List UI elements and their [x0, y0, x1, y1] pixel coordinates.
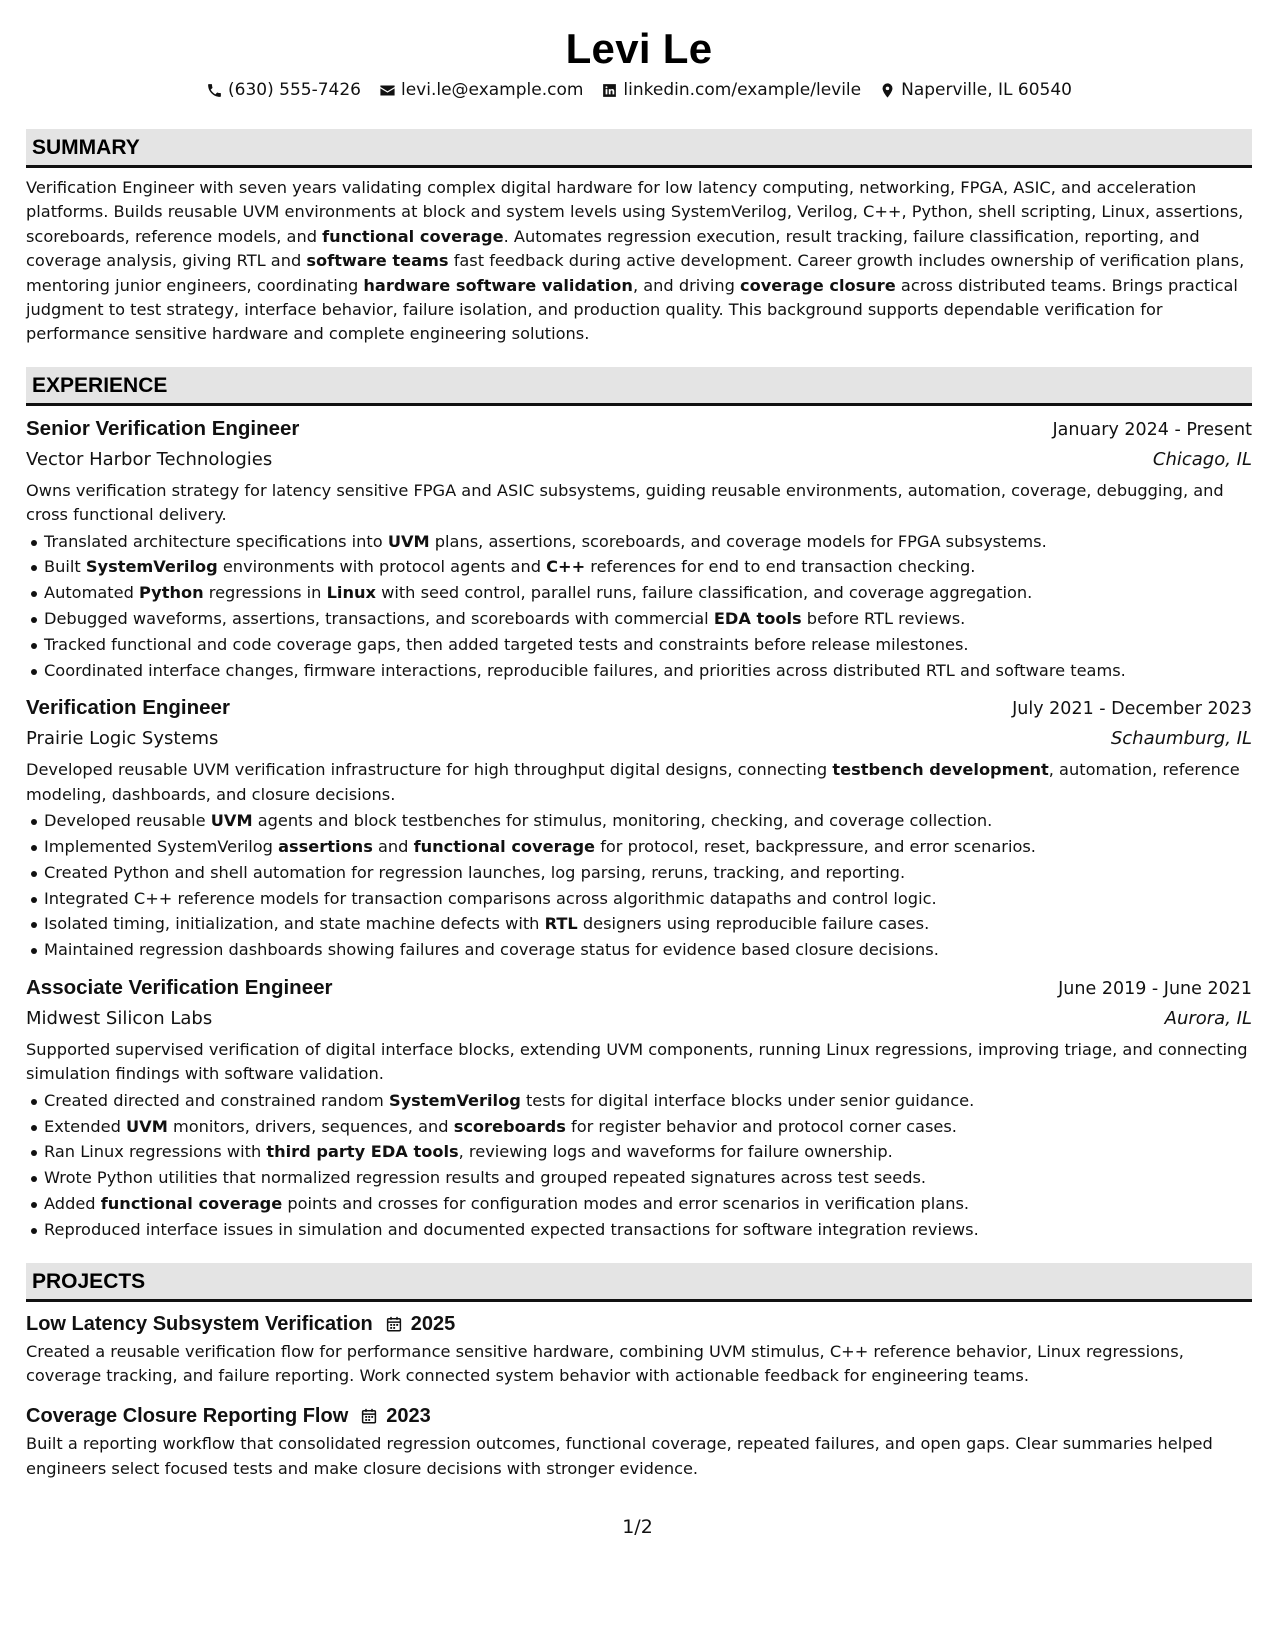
- emphasis-text: UVM: [210, 811, 253, 831]
- bullet-item: Created Python and shell automation for regression launches, log parsing, reruns, tracking, and reporting.: [26, 860, 1252, 886]
- job-company-row: [26, 724, 1252, 754]
- job-entry: [26, 693, 1252, 963]
- job-location: Aurora, IL: [1164, 1008, 1252, 1030]
- job-summary: Developed reusable UVM verification infrastructure for high throughput digital designs, connecting testbench development, automation, reference modeling, dashboards, and closure decisions.: [26, 760, 1240, 804]
- emphasis-text: UVM: [126, 1116, 168, 1136]
- company-name: Prairie Logic Systems: [26, 728, 219, 750]
- linkedin-text: linkedin.com/example/levile: [623, 80, 862, 100]
- emphasis-text: functional coverage: [413, 837, 596, 857]
- project-year: [385, 1310, 456, 1338]
- project-description: Built a reporting workflow that consolidated regression outcomes, functional coverage, repeated failures, and open gaps. Clear summaries helped engineers select focused tests and make closure decisions with stronger evidence.: [26, 1434, 1213, 1478]
- bullet-item: Coordinated interface changes, firmware interactions, reproducible failures, and priorities across distributed RTL and software teams.: [26, 658, 1252, 684]
- emphasis-text: UVM: [387, 531, 430, 551]
- job-location: Chicago, IL: [1152, 448, 1252, 470]
- bullet-item: Reproduced interface issues in simulation and documented expected transactions for software integration reviews.: [26, 1217, 1252, 1243]
- calendar-icon: [360, 1407, 378, 1425]
- company-name: Midwest Silicon Labs: [26, 1008, 213, 1030]
- calendar-icon: [385, 1315, 403, 1333]
- emphasis-text: SystemVerilog: [388, 1090, 521, 1110]
- job-entry: [26, 973, 1252, 1243]
- bullet-item: Debugged waveforms, assertions, transactions, and scoreboards with commercial EDA tools before RTL reviews.: [26, 606, 1252, 632]
- bullet-item: Wrote Python utilities that normalized regression results and grouped repeated signatures across test seeds.: [26, 1165, 1252, 1191]
- job-bullets: [26, 808, 1252, 963]
- job-summary: Owns verification strategy for latency sensitive FPGA and ASIC subsystems, guiding reusable environments, automation, coverage, debugging, and cross functional delivery.: [26, 480, 1224, 525]
- section-heading-experience: EXPERIENCE: [26, 367, 1252, 406]
- bullet-item: Automated Python regressions in Linux with seed control, parallel runs, failure classification, and coverage aggregation.: [26, 580, 1252, 606]
- job-list: [26, 414, 1252, 1243]
- bullet-item: Tracked functional and code coverage gaps, then added targeted tests and constraints before release milestones.: [26, 632, 1252, 658]
- bullet-item: Implemented SystemVerilog assertions and functional coverage for protocol, reset, backpressure, and error scenarios.: [26, 834, 1252, 860]
- bullet-item: Created directed and constrained random SystemVerilog tests for digital interface blocks under senior guidance.: [26, 1088, 1252, 1114]
- emphasis-text: assertions: [278, 837, 373, 857]
- emphasis-text: software teams: [306, 251, 449, 271]
- job-title: Verification Engineer: [26, 696, 230, 720]
- job-header-row: [26, 693, 1252, 724]
- phone-text: (630) 555-7426: [228, 80, 361, 100]
- emphasis-text: functional coverage: [322, 226, 504, 246]
- emphasis-text: scoreboards: [453, 1116, 566, 1136]
- emphasis-text: coverage closure: [740, 275, 896, 295]
- project-year: [360, 1402, 431, 1430]
- emphasis-text: RTL: [544, 914, 578, 934]
- section-heading-summary: SUMMARY: [26, 129, 1252, 168]
- project-description: Created a reusable verification flow for performance sensitive hardware, combining UVM stimulus, C++ reference behavior, Linux regressions, coverage tracking, and failure reporting. Work connected system behavior with actionable feedback for engineering teams.: [26, 1341, 1184, 1386]
- phone-icon: [206, 82, 223, 99]
- job-title: Senior Verification Engineer: [26, 416, 300, 440]
- contact-phone[interactable]: [206, 78, 361, 102]
- job-header-row: [26, 414, 1252, 445]
- contact-bar: [26, 78, 1252, 102]
- summary-section: [26, 129, 1252, 347]
- envelope-icon: [379, 82, 396, 99]
- bullet-item: Extended UVM monitors, drivers, sequences, and scoreboards for register behavior and protocol corner cases.: [26, 1114, 1252, 1140]
- bullet-item: Added functional coverage points and crosses for configuration modes and error scenarios in verification plans.: [26, 1191, 1252, 1217]
- email-text: levi.le@example.com: [400, 80, 584, 100]
- emphasis-text: testbench development: [832, 760, 1049, 780]
- job-company-row: [26, 1004, 1252, 1034]
- project-year-text: 2025: [410, 1312, 456, 1335]
- emphasis-text: Python: [139, 583, 204, 603]
- emphasis-text: third party EDA tools: [266, 1142, 459, 1162]
- section-heading-projects: PROJECTS: [26, 1263, 1252, 1302]
- bullet-item: Maintained regression dashboards showing failures and coverage status for evidence based closure decisions.: [26, 937, 1252, 963]
- experience-section: [26, 367, 1252, 1243]
- bullet-item: Isolated timing, initialization, and state machine defects with RTL designers using reproducible failure cases.: [26, 911, 1252, 937]
- job-header-row: [26, 973, 1252, 1004]
- project-header: [26, 1402, 1252, 1430]
- emphasis-text: SystemVerilog: [85, 557, 218, 577]
- project-entry: [26, 1402, 1252, 1481]
- map-pin-icon: [879, 82, 896, 99]
- company-name: Vector Harbor Technologies: [26, 448, 273, 470]
- project-title: Coverage Closure Reporting Flow: [26, 1405, 349, 1428]
- job-location: Schaumburg, IL: [1110, 728, 1252, 750]
- job-summary: Supported supervised verification of digital interface blocks, extending UVM components, running Linux regressions, improving triage, and connecting simulation findings with software validation.: [26, 1040, 1248, 1084]
- project-title: Low Latency Subsystem Verification: [26, 1312, 373, 1335]
- contact-location: [879, 78, 1072, 102]
- emphasis-text: functional coverage: [100, 1194, 283, 1214]
- project-year-text: 2023: [386, 1405, 431, 1428]
- emphasis-text: EDA tools: [713, 609, 802, 629]
- job-entry: [26, 414, 1252, 684]
- project-list: [26, 1310, 1252, 1482]
- emphasis-text: C++: [546, 557, 586, 577]
- bullet-item: Developed reusable UVM agents and block testbenches for stimulus, monitoring, checking, and coverage collection.: [26, 808, 1252, 834]
- job-company-row: [26, 445, 1252, 475]
- project-header: [26, 1310, 1252, 1338]
- resume-page: [26, 24, 1252, 1481]
- page-number: 1/2: [622, 1516, 653, 1538]
- job-dates: July 2021 - December 2023: [1012, 699, 1252, 720]
- bullet-item: Built SystemVerilog environments with protocol agents and C++ references for end to end transaction checking.: [26, 554, 1252, 580]
- emphasis-text: Linux: [326, 583, 376, 603]
- candidate-name: Levi Le: [565, 25, 713, 72]
- emphasis-text: hardware software validation: [363, 275, 633, 295]
- job-bullets: [26, 529, 1252, 684]
- job-dates: June 2019 - June 2021: [1058, 979, 1252, 1000]
- contact-email[interactable]: [379, 78, 583, 102]
- bullet-item: Integrated C++ reference models for transaction comparisons across algorithmic datapaths and control logic.: [26, 886, 1252, 912]
- job-dates: January 2024 - Present: [1052, 419, 1252, 440]
- linkedin-icon: [601, 82, 618, 99]
- bullet-item: Translated architecture specifications into UVM plans, assertions, scoreboards, and coverage models for FPGA subsystems.: [26, 529, 1252, 555]
- contact-linkedin[interactable]: [601, 78, 861, 102]
- project-entry: [26, 1310, 1252, 1389]
- job-bullets: [26, 1088, 1252, 1243]
- location-text: Naperville, IL 60540: [901, 80, 1072, 100]
- bullet-item: Ran Linux regressions with third party EDA tools, reviewing logs and waveforms for failure ownership.: [26, 1139, 1252, 1165]
- job-title: Associate Verification Engineer: [26, 976, 333, 1000]
- projects-section: [26, 1263, 1252, 1482]
- summary-text: Verification Engineer with seven years validating complex digital hardware for low latency computing, networking, FPGA, ASIC, and acceleration platforms. Builds reusable UVM environments at block and system levels using SystemVerilog, Verilog, C++, Python, shell scripting, Linux, assertions, scoreboards, reference models, and functional coverage. Automates regression execution, result tracking, failure classification, reporting, and coverage analysis, giving RTL and software teams fast feedback during active development. Career growth includes ownership of verification plans, mentoring junior engineers, coordinating hardware software validation, and driving coverage closure across distributed teams. Brings practical judgment to test strategy, interface behavior, failure isolation, and production quality. This background supports dependable verification for performance sensitive hardware and complete engineering solutions.: [26, 178, 1245, 344]
